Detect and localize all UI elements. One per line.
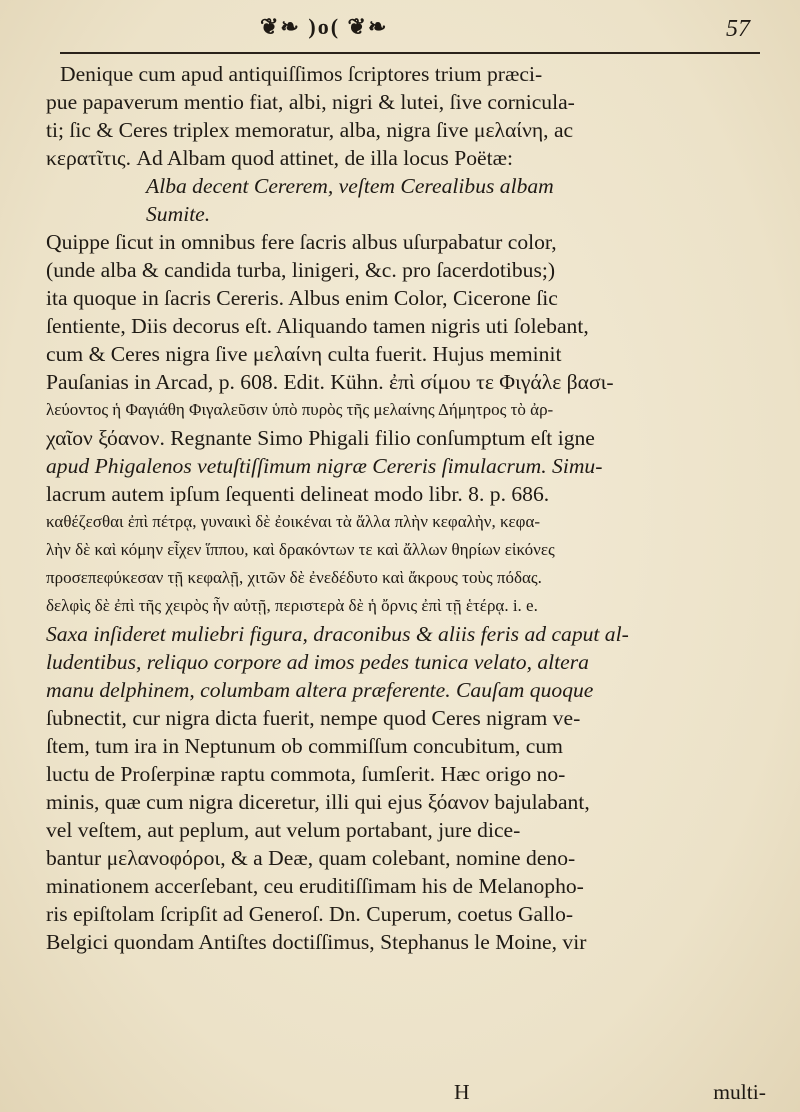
text-line: Denique cum apud antiquiſſimos ſcriptores trium præci-: [60, 62, 543, 86]
text-line: pue papaverum mentio fiat, albi, nigri & lutei, ſive cornicula-: [46, 90, 575, 114]
text-line: lacrum autem ipſum ſequenti delineat modo libr. 8. p. 686.: [46, 482, 550, 506]
text-line: ſentiente, Diis decorus eſt. Aliquando tamen nigris uti ſolebant,: [46, 314, 589, 338]
greek-line: δελφὶς δὲ ἐπὶ τῆς χειρὸς ἦν αὐτῇ, περιστερὰ δὲ ἡ ὄρνις ἐπὶ τῇ ἑτέρᾳ. i. e.: [46, 596, 538, 615]
header-rule: [60, 52, 760, 54]
italic-line: manu delphinem, columbam altera præferente. Cauſam quoque: [46, 678, 594, 702]
text-line: ris epiſtolam ſcripſit ad Generoſ. Dn. Cuperum, coetus Gallo-: [46, 902, 574, 926]
page-body: [46, 60, 766, 956]
verse-line: Sumite.: [146, 202, 211, 226]
greek-line: λὴν δὲ καὶ κόμην εἶχεν ἵππου, καὶ δρακόντων τε καὶ ἄλλων θηρίων εἰκόνες: [46, 540, 555, 559]
text-line: ita quoque in ſacris Cereris. Albus enim Color, Cicerone ſic: [46, 286, 558, 310]
catchword: multi-: [713, 1080, 766, 1104]
text-line: Quippe ſicut in omnibus fere ſacris albus uſurpabatur color,: [46, 230, 557, 254]
greek-line: καθέζεσθαι ἐπὶ πέτρᾳ, γυναικὶ δὲ ἐοικέναι τὰ ἄλλα πλὴν κεφαλὴν, κεφα-: [46, 512, 541, 531]
italic-line: Saxa inſideret muliebri figura, draconibus & aliis feris ad caput al-: [46, 622, 629, 646]
header-ornament: ❦❧ )o( ❦❧: [260, 14, 389, 39]
text-line: ſtem, tum ira in Neptunum ob commiſſum concubitum, cum: [46, 734, 563, 758]
greek-line: προσεπεφύκεσαν τῇ κεφαλῇ, χιτῶν δὲ ἐνεδέδυτο καὶ ἄκρους τοὺς πόδας.: [46, 568, 542, 587]
signature-mark: H: [454, 1080, 470, 1104]
italic-line: ludentibus, reliquo corpore ad imos pedes tunica velato, altera: [46, 650, 589, 674]
text-line: bantur μελανοφόροι, & a Deæ, quam colebant, nomine deno-: [46, 846, 576, 870]
verse-line: Alba decent Cererem, veſtem Cerealibus albam: [146, 174, 554, 198]
page-number: 57: [726, 16, 750, 42]
text-line: Pauſanias in Arcad, p. 608. Edit. Kühn. ἐπὶ σίμου τε Φιγάλε βασι-: [46, 370, 614, 394]
page-footer: [46, 1080, 766, 1108]
text-line: minis, quæ cum nigra diceretur, illi qui ejus ξόανον bajulabant,: [46, 790, 590, 814]
text-line: apud Phigalenos vetuſtiſſimum nigræ Cereris ſimulacrum. Simu-: [46, 454, 603, 478]
text-line: χαῖον ξόανον. Regnante Simo Phigali filio conſumptum eſt igne: [46, 426, 595, 450]
text-line: cum & Ceres nigra ſive μελαίνη culta fuerit. Hujus meminit: [46, 342, 562, 366]
text-line: κερατῖτις. Ad Albam quod attinet, de illa locus Poëtæ:: [46, 146, 514, 170]
running-header: [60, 14, 760, 54]
text-line: ſubnectit, cur nigra dicta fuerit, nempe quod Ceres nigram ve-: [46, 706, 581, 730]
text-line: vel veſtem, aut peplum, aut velum portabant, jure dice-: [46, 818, 521, 842]
text-line: minationem accerſebant, ceu eruditiſſimam his de Melanopho-: [46, 874, 584, 898]
text-line: (unde alba & candida turba, linigeri, &c. pro ſacerdotibus;): [46, 258, 556, 282]
text-line: ti; ſic & Ceres triplex memoratur, alba, nigra ſive μελαίνη, ac: [46, 118, 574, 142]
greek-line: λεύοντος ἡ Φαγιάθη Φιγαλεῦσιν ὑπὸ πυρὸς τῆς μελαίνης Δήμητρος τὸ ἀρ-: [46, 400, 554, 419]
text-line: Belgici quondam Antiſtes doctiſſimus, Stephanus le Moine, vir: [46, 930, 587, 954]
text-line: luctu de Proſerpinæ raptu commota, ſumſerit. Hæc origo no-: [46, 762, 566, 786]
